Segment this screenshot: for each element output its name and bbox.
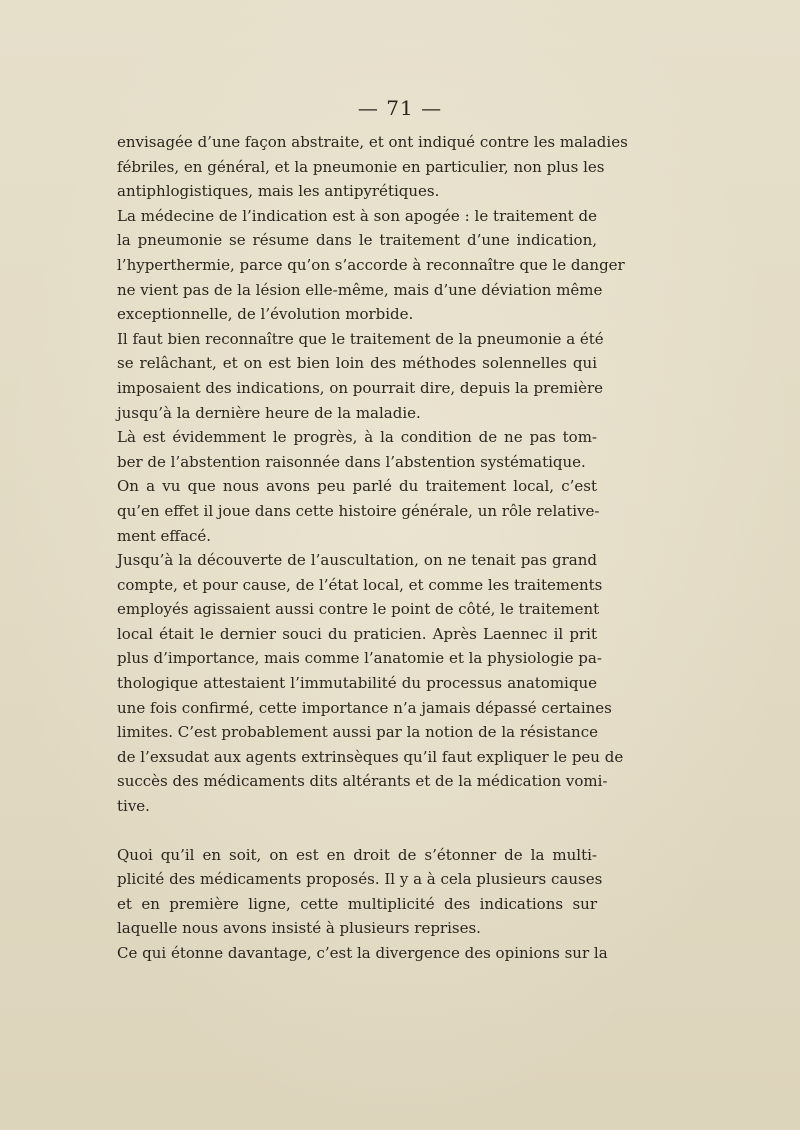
- text-line: ment effacé.: [117, 526, 212, 545]
- text-line: ne vient pas de la lésion elle-même, mais d’une déviation même: [117, 280, 603, 299]
- text-line: qu’en effet il joue dans cette histoire générale, un rôle relative-: [117, 501, 600, 520]
- text-line: limites. C’est probablement aussi par la notion de la résistance: [117, 723, 598, 742]
- paragraph: [117, 843, 603, 941]
- paragraph: [117, 425, 597, 474]
- text-line: tive.: [117, 797, 150, 816]
- text-line: se relâchant, et on est bien loin des méthodes solennelles qui: [117, 354, 597, 373]
- text-line: exceptionnelle, de l’évolution morbide.: [117, 305, 414, 324]
- text-line: jusqu’à la dernière heure de la maladie.: [117, 403, 421, 422]
- text-line: antiphlogistiques, mais les antipyrétiques.: [117, 182, 440, 201]
- text-line: Il faut bien reconnaître que le traitement de la pneumonie a été: [117, 329, 604, 348]
- text-line: compte, et pour cause, de l’état local, et comme les traitements: [117, 575, 603, 594]
- text-line: local était le dernier souci du praticien. Après Laennec il prit: [117, 624, 597, 643]
- text-line: une fois confirmé, cette importance n’a jamais dépassé certaines: [117, 698, 612, 717]
- text-line: et en première ligne, cette multiplicité des indications sur: [117, 894, 597, 913]
- text-line: plus d’importance, mais comme l’anatomie et la physiologie pa-: [117, 649, 602, 668]
- paragraph: [117, 204, 625, 327]
- text-line: Là est évidemment le progrès, à la condition de ne pas tom-: [117, 428, 597, 447]
- text-line: On a vu que nous avons peu parlé du traitement local, c’est: [117, 477, 597, 496]
- text-line: imposaient des indications, on pourrait dire, depuis la première: [117, 378, 604, 397]
- text-line: thologique attestaient l’immutabilité du processus anatomique: [117, 674, 597, 693]
- text-line: laquelle nous avons insisté à plusieurs reprises.: [117, 919, 481, 938]
- page-number: — 71 —: [357, 96, 443, 120]
- paragraph: [117, 327, 604, 425]
- text-line: succès des médicaments dits altérants et de la médication vomi-: [117, 772, 608, 791]
- paragraph: [117, 474, 600, 548]
- paragraph: [117, 548, 624, 819]
- text-line: la pneumonie se résume dans le traitement d’une indication,: [117, 231, 597, 250]
- paragraph: [117, 941, 608, 966]
- text-line: Quoi qu’il en soit, on est en droit de s’étonner de la multi-: [117, 845, 597, 864]
- text-line: de l’exsudat aux agents extrinsèques qu’il faut expliquer le peu de: [117, 747, 624, 766]
- text-line: envisagée d’une façon abstraite, et ont indiqué contre les maladies: [117, 133, 628, 151]
- body-text: [117, 130, 628, 966]
- text-line: ber de l’abstention raisonnée dans l’abstention systématique.: [117, 452, 586, 471]
- paragraph-gap: [117, 819, 597, 843]
- text-line: l’hyperthermie, parce qu’on s’accorde à reconnaître que le danger: [117, 255, 625, 274]
- text-line: employés agissaient aussi contre le point de côté, le traitement: [117, 600, 600, 619]
- text-line: Jusqu’à la découverte de l’auscultation, on ne tenait pas grand: [117, 551, 597, 570]
- text-line: Ce qui étonne davantage, c’est la divergence des opinions sur la: [117, 944, 608, 962]
- text-line: plicité des médicaments proposés. Il y a à cela plusieurs causes: [117, 870, 603, 889]
- paragraph: [117, 130, 628, 204]
- text-line: La médecine de l’indication est à son apogée : le traitement de: [117, 206, 597, 225]
- text-line: fébriles, en général, et la pneumonie en particulier, non plus les: [117, 157, 605, 176]
